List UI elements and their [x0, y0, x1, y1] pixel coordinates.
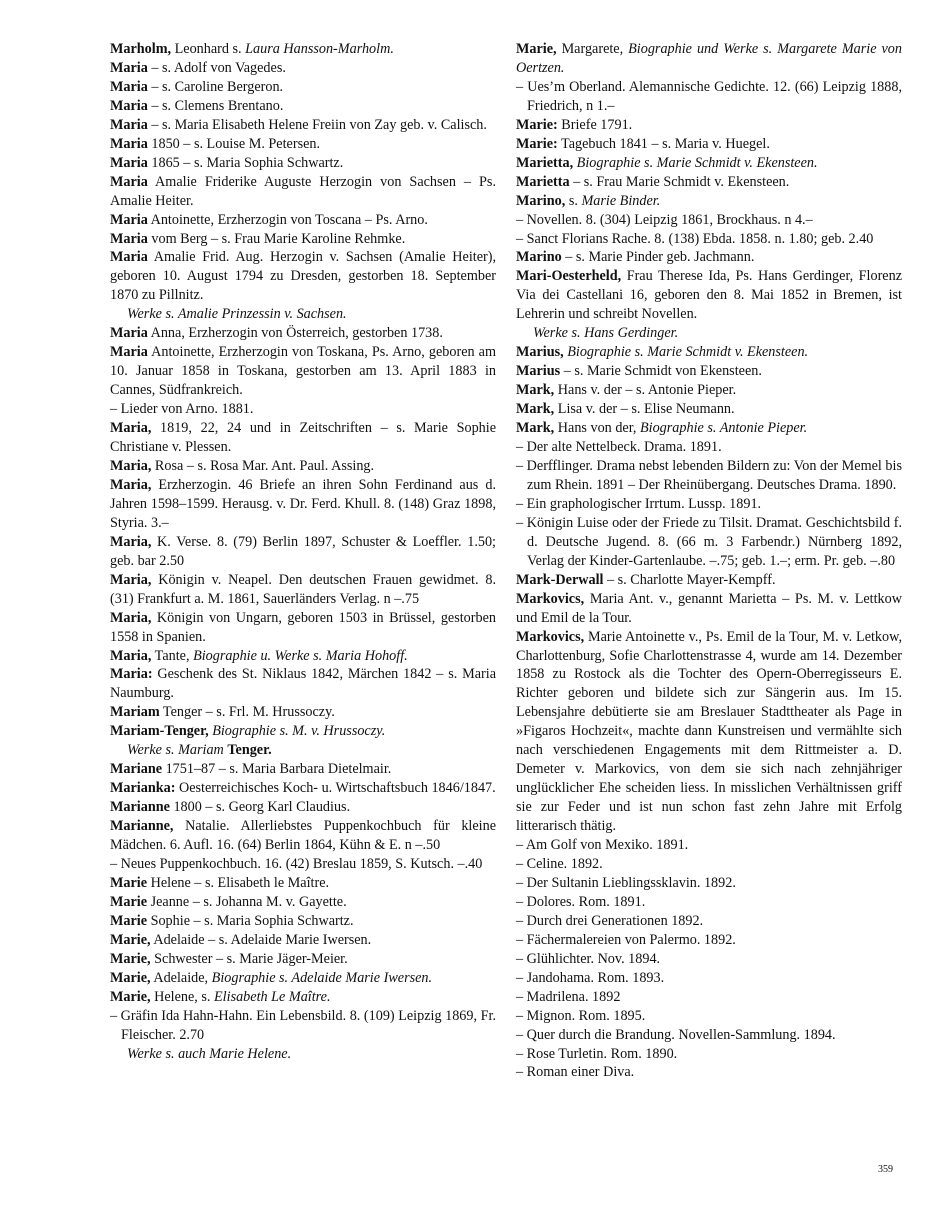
entry: Markovics, Maria Ant. v., genannt Marietta – Ps. M. v. Lettkow und Emil de la Tour.	[516, 590, 902, 626]
entry: – Durch drei Generationen 1892.	[516, 912, 704, 929]
entry: Maria 1865 – s. Maria Sophia Schwartz.	[110, 154, 344, 171]
entry: Marino – s. Marie Pinder geb. Jachmann.	[516, 249, 755, 266]
entry: Maria vom Berg – s. Frau Marie Karoline Rehmke.	[110, 230, 406, 247]
entry: Marie, Margarete, Biographie und Werke s. Margarete Marie von Oertzen.	[516, 41, 902, 76]
entry: Marius – s. Marie Schmidt von Ekensteen.	[516, 363, 762, 380]
entry: Marie Sophie – s. Maria Sophia Schwartz.	[110, 912, 354, 929]
entry: – Rose Turletin. Rom. 1890.	[516, 1045, 678, 1062]
entry: Marietta, Biographie s. Marie Schmidt v. Ekensteen.	[516, 154, 818, 171]
entry: Maria, Königin von Ungarn, geboren 1503 in Brüssel, gestorben 1558 in Spanien.	[110, 609, 496, 645]
entry: – Roman einer Diva.	[516, 1064, 635, 1081]
entry: Marie, Adelaide – s. Adelaide Marie Iwersen.	[110, 931, 372, 948]
entry: Maria Anna, Erzherzogin von Österreich, gestorben 1738.	[110, 325, 443, 342]
page-number: 359	[878, 1164, 893, 1175]
entry: – Sanct Florians Rache. 8. (138) Ebda. 1858. n. 1.80; geb. 2.40	[516, 230, 874, 247]
entry: Werke s. Hans Gerdinger.	[533, 325, 679, 342]
entry: Maria – s. Adolf von Vagedes.	[110, 59, 286, 76]
entry: Marie Jeanne – s. Johanna M. v. Gayette.	[110, 893, 347, 910]
entry: Maria, K. Verse. 8. (79) Berlin 1897, Schuster & Loeffler. 1.50; geb. bar 2.50	[110, 533, 496, 569]
entry: – Derfflinger. Drama nebst lebenden Bildern zu: Von der Memel bis zum Rhein. 1891 – Der Rheinübergang. Deutsches Drama. 1890.	[516, 457, 902, 493]
entry: Marianka: Oesterreichisches Koch- u. Wirtschaftsbuch 1846/1847.	[110, 780, 496, 797]
entry: Mariam-Tenger, Biographie s. M. v. Hrussoczy.	[110, 723, 386, 740]
entry: – Celine. 1892.	[516, 855, 603, 872]
entry: – Glühlichter. Nov. 1894.	[516, 950, 661, 967]
entry: Marie, Schwester – s. Marie Jäger-Meier.	[110, 950, 348, 967]
entry: Maria – s. Clemens Brentano.	[110, 97, 284, 114]
entry: Marie Helene – s. Elisabeth le Maître.	[110, 874, 330, 891]
left-column	[110, 40, 496, 1063]
entry: Mark, Lisa v. der – s. Elise Neumann.	[516, 401, 735, 418]
entry: Marie: Briefe 1791.	[516, 116, 633, 133]
entry: – Der Sultanin Lieblingssklavin. 1892.	[516, 874, 736, 891]
entry: Maria, Rosa – s. Rosa Mar. Ant. Paul. Assing.	[110, 457, 375, 474]
entry: Markovics, Marie Antoinette v., Ps. Emil de la Tour, M. v. Letkow, Charlottenburg, Sofie Charlottenstrasse 4, wurde am 14. Dezember 1858 zu Rostock als die Tochter des Opern-Oberregisseurs E. Richter geboren und bildete sich zur Sängerin aus. Im 15. Lebensjahre debütierte sie am Breslauer Stadttheater als Page in »Figaros Hochzeit«, machte dann Kunstreisen und vermählte sich nach verschiedenen Engagements mit dem Rittmeister a. D. Demeter v. Markovics, von dem sie sich nach zehnjähriger unglücklicher Ehe scheiden liess. In misslichen Verhältnissen griff sie zur Feder und ist nun schon fast zehn Jahre mit Erfolg litterarisch thätig.	[516, 628, 902, 835]
entry: Mark-Derwall – s. Charlotte Mayer-Kempff.	[516, 571, 776, 588]
entry: – Ein graphologischer Irrtum. Lussp. 1891.	[516, 495, 762, 512]
entry: Maria, Königin v. Neapel. Den deutschen Frauen gewidmet. 8. (31) Frankfurt a. M. 1861, Sauerländers Verlag. n –.75	[110, 571, 496, 607]
entry: Maria, Erzherzogin. 46 Briefe an ihren Sohn Ferdinand aus d. Jahren 1598–1599. Herausg. v. Dr. Ferd. Khull. 8. (148) Graz 1898, Styria. 3.–	[110, 476, 496, 531]
right-column	[516, 40, 902, 1082]
entry: Werke s. Mariam Tenger.	[127, 742, 272, 759]
entry: Mariam Tenger – s. Frl. M. Hrussoczy.	[110, 704, 335, 721]
entry: Mark, Hans v. der – s. Antonie Pieper.	[516, 382, 737, 399]
entry: – Quer durch die Brandung. Novellen-Sammlung. 1894.	[516, 1026, 836, 1043]
entry: Maria: Geschenk des St. Niklaus 1842, Märchen 1842 – s. Maria Naumburg.	[110, 666, 496, 702]
entry: – Ues’m Oberland. Alemannische Gedichte. 12. (66) Leipzig 1888, Friedrich, n 1.–	[516, 78, 902, 114]
entry: Mari-Oesterheld, Frau Therese Ida, Ps. Hans Gerdinger, Florenz Via dei Castellani 16, geboren den 8. Mai 1852 in Bremen, ist Lehrerin und schreibt Novellen.	[516, 268, 902, 323]
entry: Maria, Tante, Biographie u. Werke s. Maria Hohoff.	[110, 647, 408, 664]
entry: – Neues Puppenkochbuch. 16. (42) Breslau 1859, S. Kutsch. –.40	[110, 855, 483, 872]
entry: – Jandohama. Rom. 1893.	[516, 969, 665, 986]
entry: – Lieder von Arno. 1881.	[110, 401, 254, 418]
entry: Marius, Biographie s. Marie Schmidt v. Ekensteen.	[516, 344, 809, 361]
entry: Mark, Hans von der, Biographie s. Antonie Pieper.	[516, 420, 808, 437]
entry: – Mignon. Rom. 1895.	[516, 1007, 646, 1024]
entry: – Gräfin Ida Hahn-Hahn. Ein Lebensbild. 8. (109) Leipzig 1869, Fr. Fleischer. 2.70	[110, 1007, 496, 1043]
entry: – Dolores. Rom. 1891.	[516, 893, 646, 910]
entry: Marino, s. Marie Binder.	[516, 192, 661, 209]
entry: Maria Amalie Friderike Auguste Herzogin von Sachsen – Ps. Amalie Heiter.	[110, 173, 496, 209]
entry: Maria, 1819, 22, 24 und in Zeitschriften – s. Marie Sophie Christiane v. Plessen.	[110, 420, 496, 456]
entry: – Am Golf von Mexiko. 1891.	[516, 837, 689, 854]
entry: Maria Antoinette, Erzherzogin von Toscana – Ps. Arno.	[110, 211, 428, 228]
entry: Marie, Helene, s. Elisabeth Le Maître.	[110, 988, 331, 1005]
entry: – Der alte Nettelbeck. Drama. 1891.	[516, 439, 722, 456]
entry: Marietta – s. Frau Marie Schmidt v. Ekensteen.	[516, 173, 790, 190]
entry: – Madrilena. 1892	[516, 988, 621, 1005]
entry: – Novellen. 8. (304) Leipzig 1861, Brockhaus. n 4.–	[516, 211, 813, 228]
entry: Marianne, Natalie. Allerliebstes Puppenkochbuch für kleine Mädchen. 6. Aufl. 16. (64) Berlin 1864, Kühn & E. n –.50	[110, 818, 496, 854]
entry: Marie, Adelaide, Biographie s. Adelaide Marie Iwersen.	[110, 969, 433, 986]
entry: Marholm, Leonhard s. Laura Hansson-Marholm.	[110, 41, 394, 57]
entry: Maria – s. Caroline Bergeron.	[110, 78, 284, 95]
entry: Maria Antoinette, Erzherzogin von Toskana, Ps. Arno, geboren am 10. Januar 1858 in Toskana, gestorben am 13. April 1883 in Cannes, Südfrankreich.	[110, 344, 496, 399]
entry: Werke s. Amalie Prinzessin v. Sachsen.	[127, 306, 347, 323]
entry: – Fächermalereien von Palermo. 1892.	[516, 931, 736, 948]
entry: Mariane 1751–87 – s. Maria Barbara Dietelmair.	[110, 761, 392, 778]
entry: Marie: Tagebuch 1841 – s. Maria v. Huegel.	[516, 135, 770, 152]
entry: Maria – s. Maria Elisabeth Helene Freiin von Zay geb. v. Calisch.	[110, 116, 487, 133]
entry: Werke s. auch Marie Helene.	[127, 1045, 292, 1062]
entry: – Königin Luise oder der Friede zu Tilsit. Dramat. Geschichtsbild f. d. Deutsche Jugend. 8. (66 m. 3 Farbendr.) Nürnberg 1892, Verlag der Kinder-Gartenlaube. –.75; geb. 1.–; erm. Pr. geb. –.80	[516, 514, 902, 569]
entry: Marianne 1800 – s. Georg Karl Claudius.	[110, 799, 351, 816]
entry: Maria Amalie Frid. Aug. Herzogin v. Sachsen (Amalie Heiter), geboren 10. August 1794 zu Dresden, gestorben 18. September 1870 zu Pillnitz.	[110, 249, 496, 304]
entry: Maria 1850 – s. Louise M. Petersen.	[110, 135, 321, 152]
